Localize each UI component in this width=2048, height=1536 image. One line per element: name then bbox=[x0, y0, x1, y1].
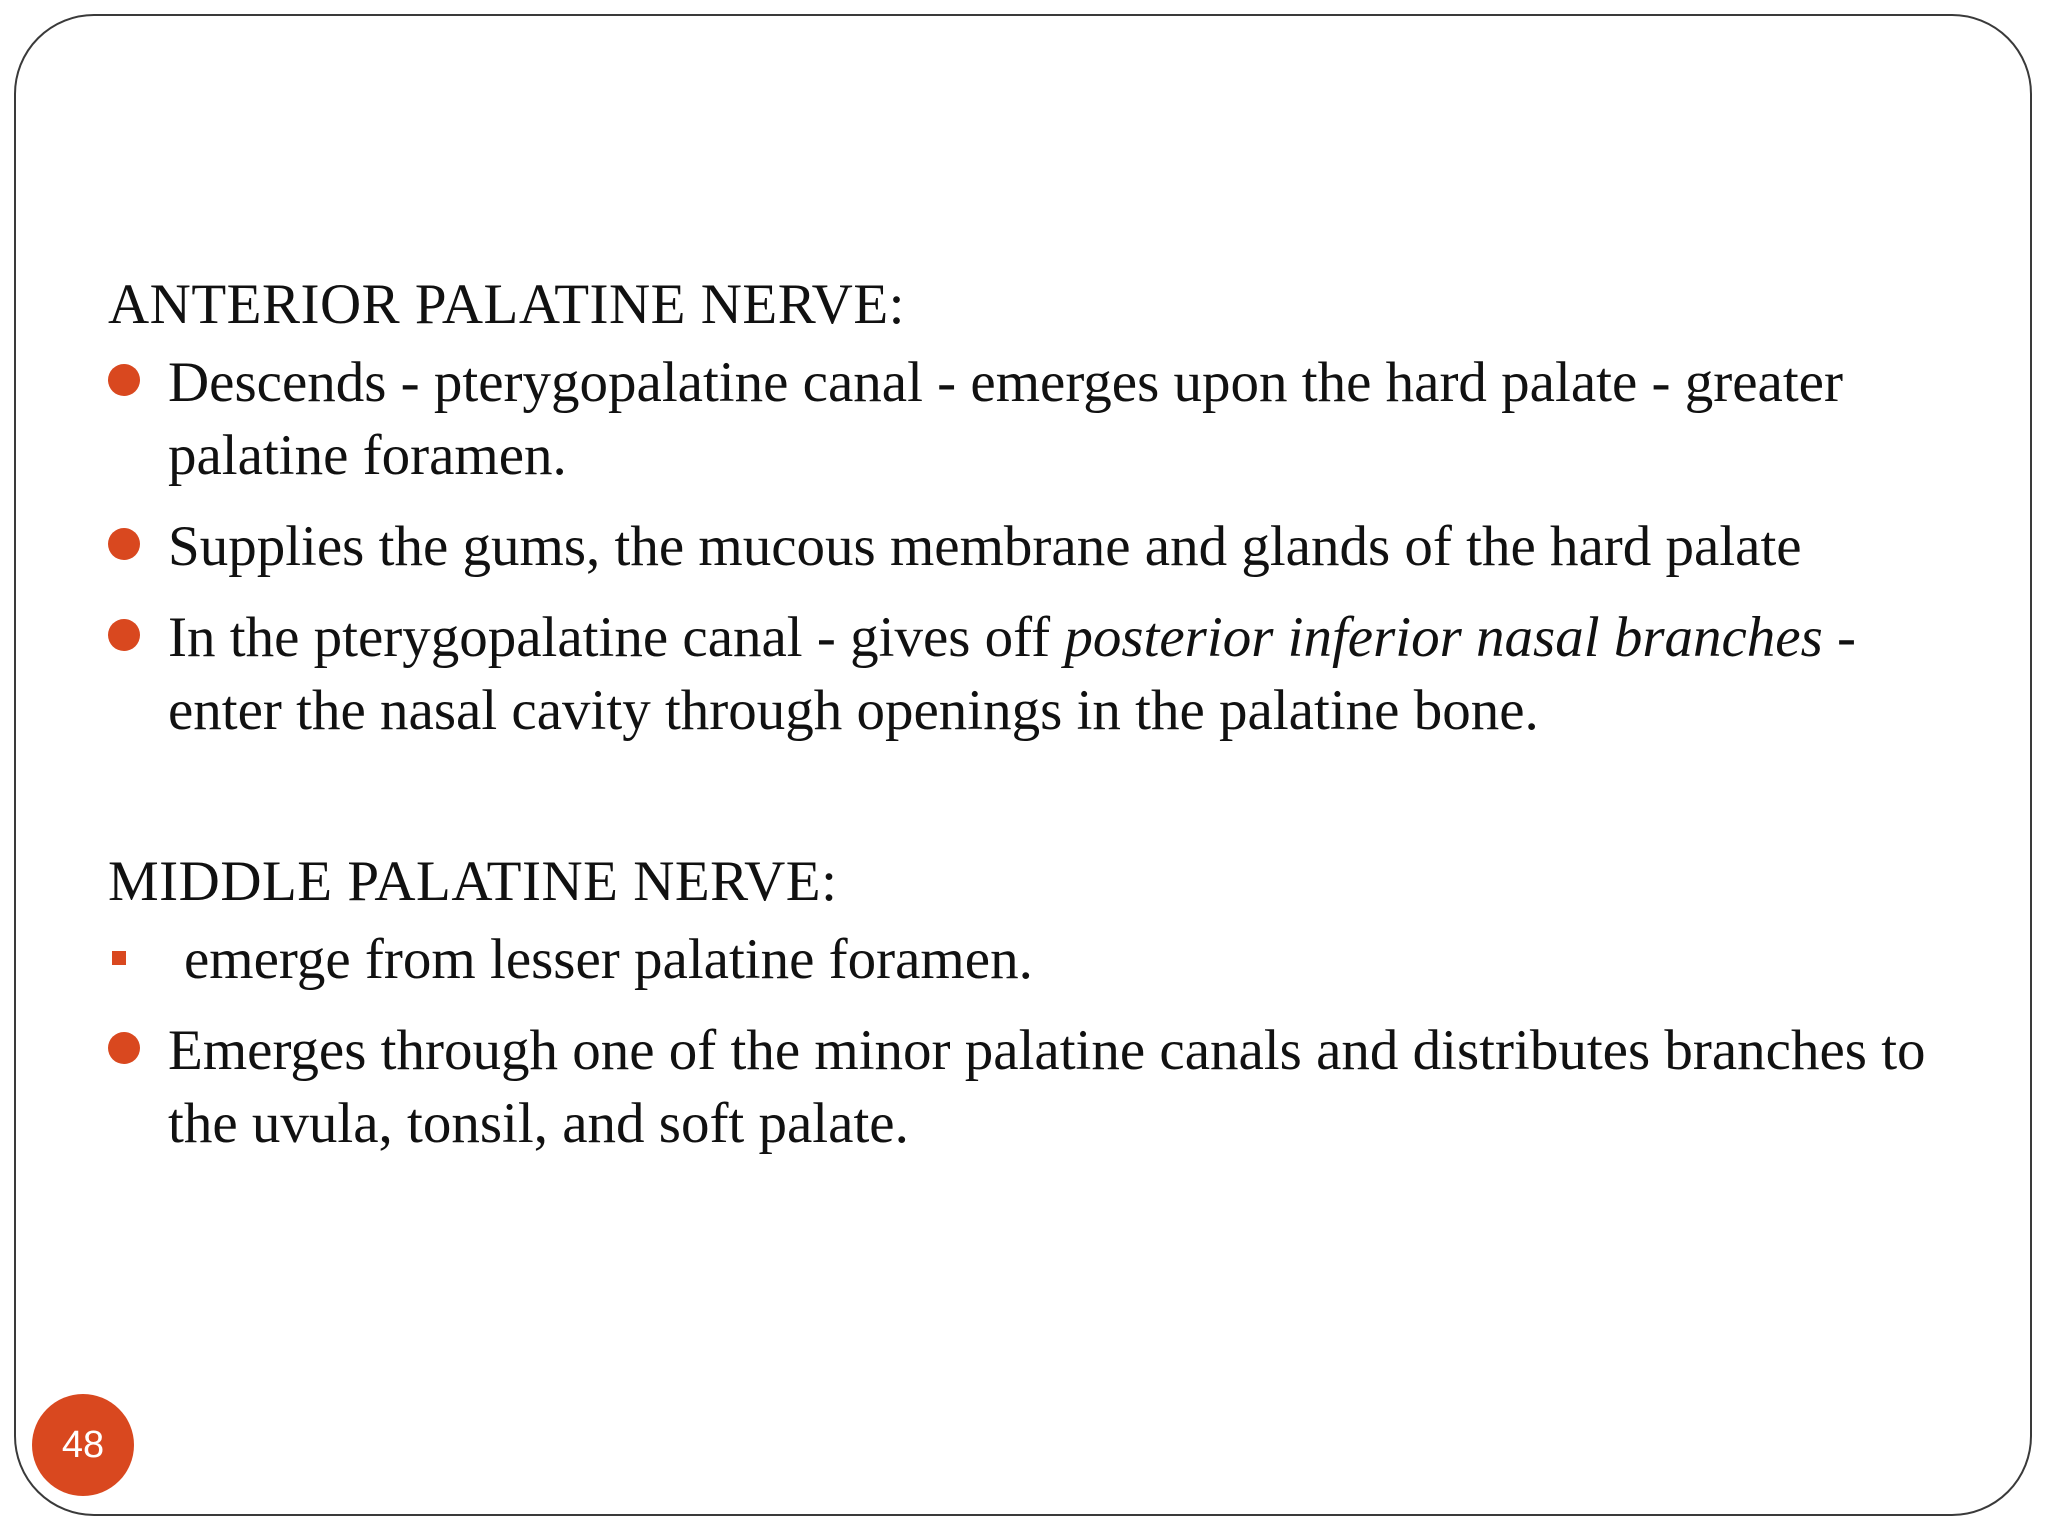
bullet-text-after: - enter the nasal cavity through openings in the palatine bone. bbox=[168, 606, 1857, 742]
bullet-text-italic: posterior inferior nasal branches bbox=[1064, 606, 1823, 669]
bullet-dot-icon bbox=[108, 619, 140, 651]
list-item bbox=[108, 923, 1968, 996]
list-item bbox=[108, 1014, 1968, 1160]
bullet-dot-icon bbox=[108, 1032, 140, 1064]
bullet-text: Supplies the gums, the mucous membrane and glands of the hard palate bbox=[168, 515, 1802, 578]
list-item bbox=[108, 346, 1968, 492]
page-number-badge: 48 bbox=[32, 1394, 134, 1496]
section-gap bbox=[108, 747, 1968, 847]
anterior-bullet-list bbox=[108, 346, 1968, 747]
bullet-text: emerge from lesser palatine foramen. bbox=[184, 928, 1033, 991]
middle-bullet-list bbox=[108, 923, 1968, 1160]
bullet-text-before: In the pterygopalatine canal - gives off bbox=[168, 606, 1065, 669]
middle-heading: MIDDLE PALATINE NERVE: bbox=[108, 850, 838, 913]
bullet-dot-icon bbox=[108, 364, 140, 396]
list-item bbox=[108, 510, 1968, 583]
bullet-square-icon bbox=[112, 951, 126, 965]
slide-content bbox=[108, 270, 1968, 1160]
anterior-heading: ANTERIOR PALATINE NERVE: bbox=[108, 273, 905, 336]
bullet-dot-icon bbox=[108, 528, 140, 560]
list-item bbox=[108, 601, 1968, 747]
bullet-text: Descends - pterygopalatine canal - emerges upon the hard palate - greater palatine foramen. bbox=[168, 351, 1843, 487]
bullet-text: Emerges through one of the minor palatine canals and distributes branches to the uvula, tonsil, and soft palate. bbox=[168, 1019, 1926, 1155]
